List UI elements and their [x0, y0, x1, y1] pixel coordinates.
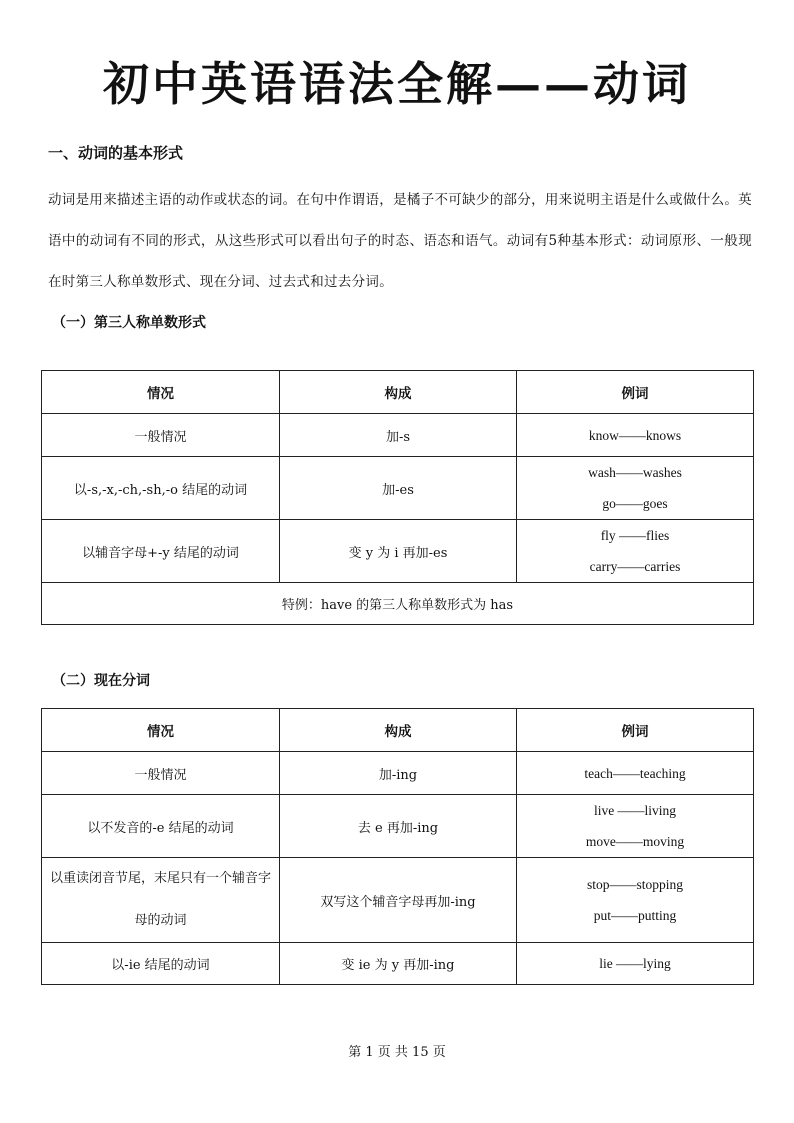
table-header-row	[42, 709, 754, 752]
example-word: put——putting	[593, 908, 677, 923]
column-header: 构成	[280, 371, 517, 414]
section-heading: 一、动词的基本形式	[48, 144, 184, 162]
table-row	[42, 943, 754, 985]
case-cell: 以重读闭音节尾，末尾只有一个辅音字母的动词	[42, 858, 280, 943]
example-cell	[517, 414, 754, 457]
table-row	[42, 414, 754, 457]
example-word: carry——carries	[589, 559, 681, 574]
rule-cell: 加-es	[280, 457, 517, 520]
example-word: teach——teaching	[584, 765, 686, 781]
case-cell: 以辅音字母+-y 结尾的动词	[42, 520, 280, 583]
example-word: move——moving	[585, 834, 685, 849]
rule-cell: 加-s	[280, 414, 517, 457]
example-word: wash——washes	[588, 465, 682, 480]
third-person-singular-table	[41, 370, 754, 625]
table2-heading: （二）现在分词	[52, 673, 150, 689]
table-row	[42, 520, 754, 583]
column-header: 情况	[42, 371, 280, 414]
example-word: lie ——lying	[599, 956, 671, 971]
example-word: stop——stopping	[586, 877, 683, 892]
example-word: fly ——flies	[600, 528, 670, 543]
case-cell: 以不发音的-e 结尾的动词	[42, 795, 280, 858]
case-cell: 以-ie 结尾的动词	[42, 943, 280, 985]
table-row	[42, 752, 754, 795]
rule-cell: 变 y 为 i 再加-es	[280, 520, 517, 583]
present-participle-table	[41, 708, 754, 985]
example-cell	[517, 858, 754, 943]
rule-cell: 双写这个辅音字母再加-ing	[280, 858, 517, 943]
table-row	[42, 795, 754, 858]
table1-heading: （一）第三人称单数形式	[52, 315, 206, 331]
column-header: 构成	[280, 709, 517, 752]
table-note-row	[42, 583, 754, 625]
example-word: go——goes	[602, 496, 668, 511]
table-row	[42, 858, 754, 943]
special-case-note: 特例：have 的第三人称单数形式为 has	[42, 583, 754, 625]
column-header: 例词	[517, 709, 754, 752]
page-title: 初中英语语法全解——动词	[103, 57, 691, 111]
example-cell	[517, 752, 754, 795]
column-header: 例词	[517, 371, 754, 414]
example-cell	[517, 795, 754, 858]
intro-paragraph: 动词是用来描述主语的动作或状态的词。在句中作谓语，是橘子不可缺少的部分，用来说明主语是什么或做什么。英语中的动词有不同的形式，从这些形式可以看出句子的时态、语态和语气。动词有5种基本形式：动词原形、一般现在时第三人称单数形式、现在分词、过去式和过去分词。	[48, 192, 752, 290]
example-word: live ——living	[593, 803, 677, 818]
rule-cell: 变 ie 为 y 再加-ing	[280, 943, 517, 985]
column-header: 情况	[42, 709, 280, 752]
example-cell	[517, 943, 754, 985]
example-word: know——knows	[588, 427, 682, 443]
case-cell: 一般情况	[42, 752, 280, 795]
example-cell	[517, 457, 754, 520]
case-cell: 一般情况	[42, 414, 280, 457]
case-cell: 以-s,-x,-ch,-sh,-o 结尾的动词	[42, 457, 280, 520]
rule-cell: 加-ing	[280, 752, 517, 795]
table-row	[42, 457, 754, 520]
example-cell	[517, 520, 754, 583]
rule-cell: 去 e 再加-ing	[280, 795, 517, 858]
page-number-footer: 第 1 页 共 15 页	[348, 1045, 446, 1060]
table-header-row	[42, 371, 754, 414]
